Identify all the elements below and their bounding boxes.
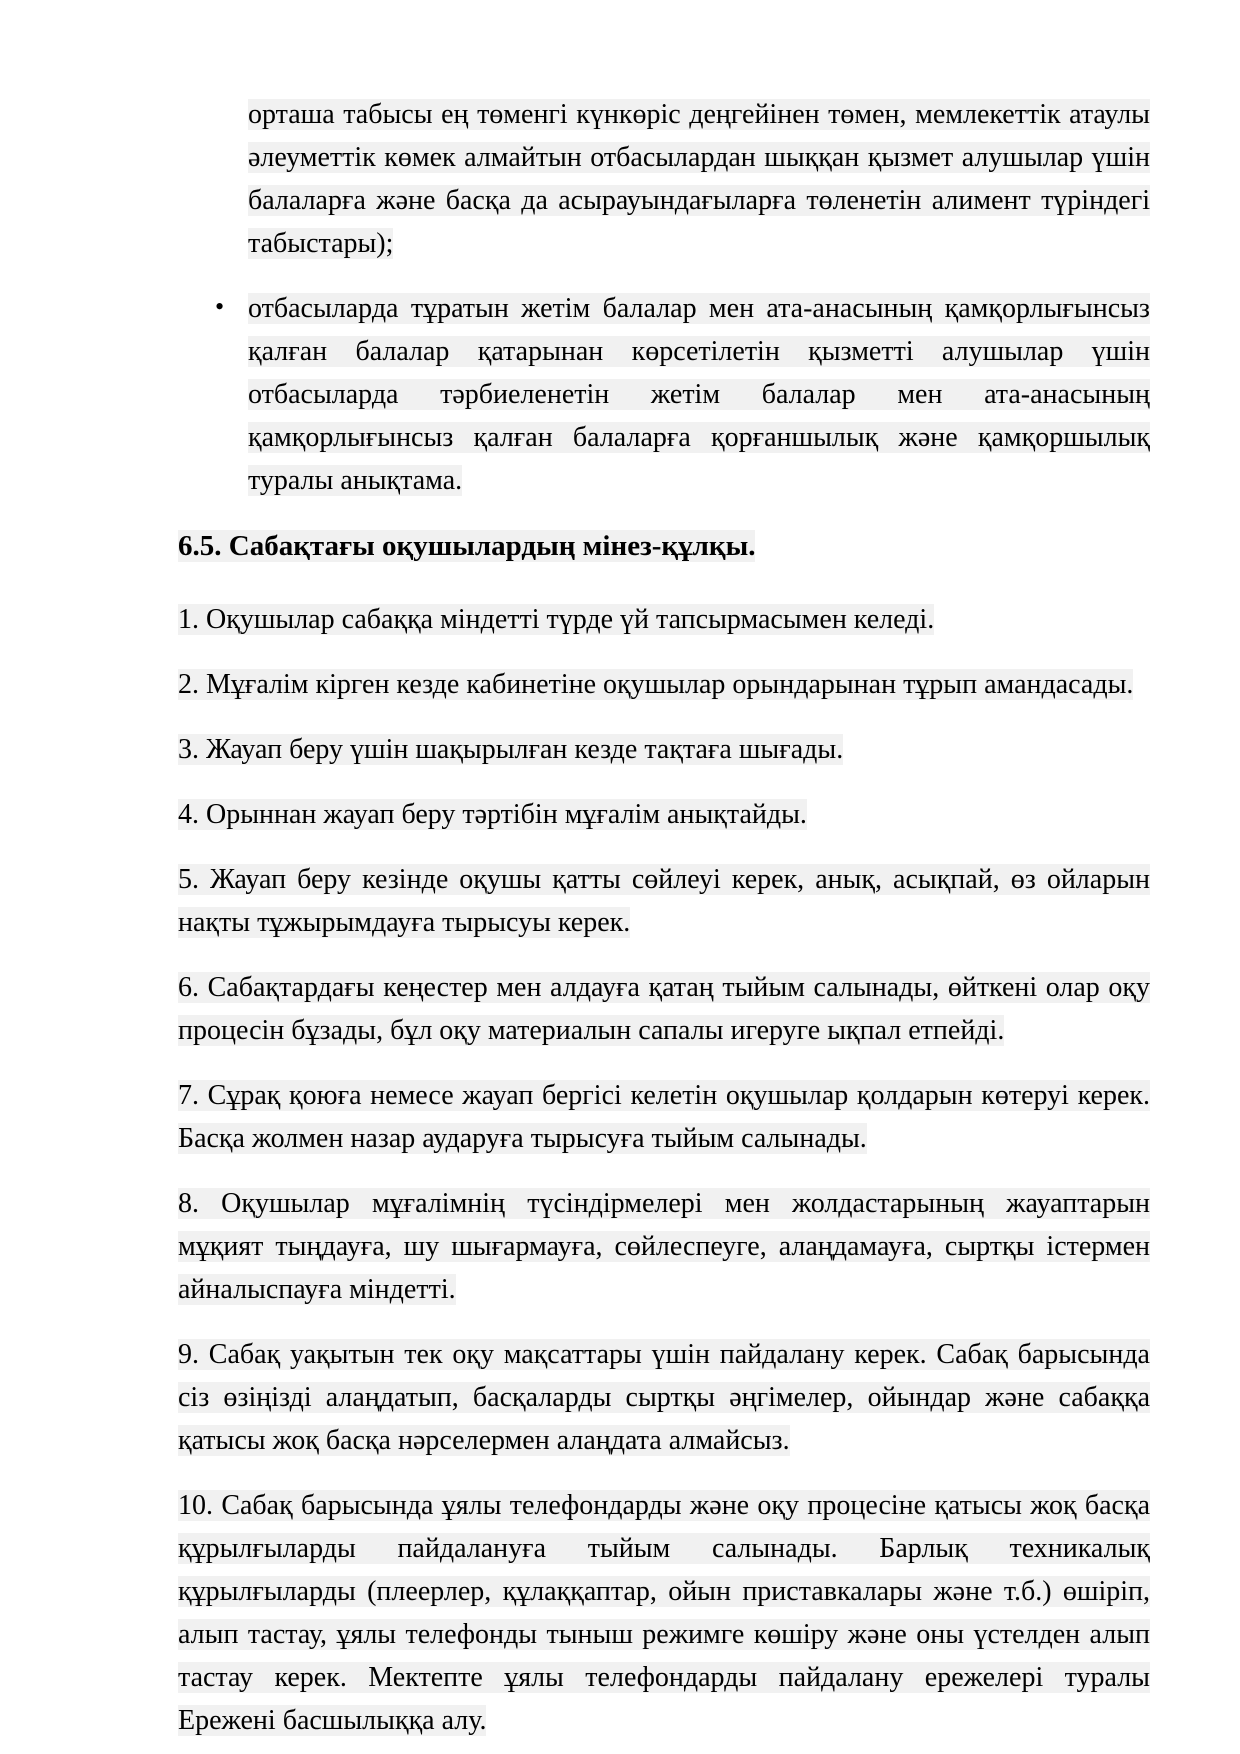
rule-paragraph-9 bbox=[178, 1333, 1150, 1462]
rule-paragraph-7 bbox=[178, 1074, 1150, 1160]
continued-list-paragraph bbox=[248, 93, 1150, 265]
rule-paragraph-6 bbox=[178, 966, 1150, 1052]
rule-paragraph-5 bbox=[178, 858, 1150, 944]
rule-text-9: 9. Сабақ уақытын тек оқу мақсаттары үшін пайдалану керек. Сабақ барысында сіз өзіңізді алаңдатып, басқаларды сыртқы әңгімелер, ойындар және сабаққа қатысы жоқ басқа нәрселермен алаңдата алмайсыз. bbox=[178, 1339, 1150, 1456]
rule-text-1: 1. Оқушылар сабаққа міндетті түрде үй тапсырмасымен келеді. bbox=[178, 604, 935, 635]
rule-text-7: 7. Сұрақ қоюға немесе жауап бергісі келетін оқушылар қолдарын көтеруі керек. Басқа жолмен назар аударуға тырысуға тыйым салынады. bbox=[178, 1080, 1150, 1154]
rule-text-6: 6. Сабақтардағы кеңестер мен алдауға қатаң тыйым салынады, өйткені олар оқу процесін бұзады, бұл оқу материалын сапалы игеруге ықпал етпейді. bbox=[178, 972, 1150, 1046]
rule-paragraph-2 bbox=[178, 663, 1150, 706]
rule-text-8: 8. Оқушылар мұғалімнің түсіндірмелері мен жолдастарының жауаптарын мұқият тыңдауға, шу шығармауға, сөйлеспеуге, алаңдамауға, сыртқы істермен айналыспауға міндетті. bbox=[178, 1188, 1150, 1305]
rule-text-4: 4. Орыннан жауап беру тәртібін мұғалім анықтайды. bbox=[178, 799, 807, 830]
rule-paragraph-4 bbox=[178, 793, 1150, 836]
bullet-list-item bbox=[215, 287, 1150, 502]
rule-text-10: 10. Сабақ барысында ұялы телефондарды және оқу процесіне қатысы жоқ басқа құрылғыларды пайдалануға тыйым салынады. Барлық техникалық құрылғыларды (плеерлер, құлаққаптар, ойын приставкалары және т.б.) өшіріп, алып тастау, ұялы телефонды тыныш режимге көшіру және оны үстелден алып тастау керек. Мектепте ұялы телефондарды пайдалану ережелері туралы Ережені басшылыққа алу. bbox=[178, 1490, 1150, 1736]
rule-paragraph-3 bbox=[178, 728, 1150, 771]
section-heading-text: 6.5. Сабақтағы оқушылардың мінез-құлқы. bbox=[178, 530, 756, 562]
continued-list-paragraph-text: орташа табысы ең төменгі күнкөріс деңгейінен төмен, мемлекеттік атаулы әлеуметтік көмек алмайтын отбасылардан шыққан қызмет алушылар үшін балаларға және басқа да асырауындағыларға төленетін алимент түріндегі табыстары); bbox=[248, 99, 1150, 259]
rule-text-3: 3. Жауап беру үшін шақырылған кезде тақтаға шығады. bbox=[178, 734, 844, 765]
section-heading bbox=[178, 524, 1150, 568]
rule-text-2: 2. Мұғалім кірген кезде кабинетіне оқушылар орындарынан тұрып амандасады. bbox=[178, 669, 1134, 700]
rule-text-5: 5. Жауап беру кезінде оқушы қатты сөйлеуі керек, анық, асықпай, өз ойларын нақты тұжырымдауға тырысуы керек. bbox=[178, 864, 1150, 938]
bullet-list-item-text: отбасыларда тұратын жетім балалар мен ата-анасының қамқорлығынсыз қалған балалар қатарынан көрсетілетін қызметті алушылар үшін отбасыларда тәрбиеленетін жетім балалар мен ата-анасының қамқорлығынсыз қалған балаларға қорғаншылық және қамқоршылық туралы анықтама. bbox=[248, 293, 1150, 496]
rule-paragraph-10 bbox=[178, 1484, 1150, 1742]
bullet-icon: • bbox=[215, 292, 225, 321]
rule-paragraph-8 bbox=[178, 1182, 1150, 1311]
rule-paragraph-1 bbox=[178, 598, 1150, 641]
